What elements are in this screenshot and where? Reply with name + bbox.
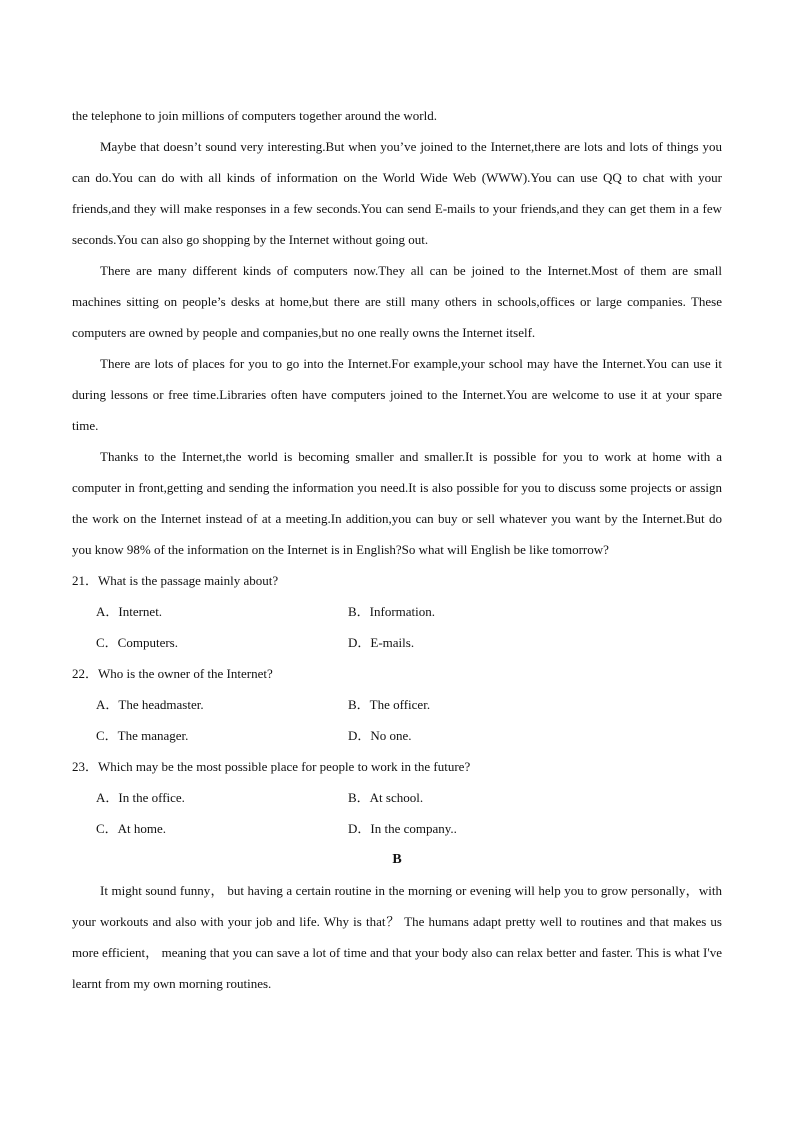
- question-21: [72, 565, 722, 658]
- question-22: [72, 658, 722, 751]
- option-a[interactable]: A．Internet.: [96, 604, 163, 619]
- section-title: B: [392, 852, 402, 867]
- option-b[interactable]: B．Information.: [348, 604, 436, 619]
- option-a[interactable]: A．In the office.: [96, 790, 185, 805]
- answer-options: [72, 782, 722, 844]
- question-23: [72, 751, 722, 844]
- question-stem: [72, 565, 722, 596]
- option-d[interactable]: D．E-mails.: [348, 635, 415, 650]
- passage-paragraph: It might sound funny， but having a certain routine in the morning or evening will help you to grow personally，with your workouts and also with your job and life. Why is that？ The humans adapt pretty well to routines and that makes us more efficient， meaning that you can save a lot of time and that your body also can relax better and faster. This is what I've learnt from my own morning routines.: [72, 883, 722, 991]
- section-b: [72, 844, 722, 999]
- question-text: What is the passage mainly about?: [98, 573, 279, 588]
- option-a[interactable]: A．The headmaster.: [96, 697, 204, 712]
- passage-paragraph: the telephone to join millions of computers together around the world.: [72, 108, 438, 123]
- question-text: Who is the owner of the Internet?: [98, 666, 273, 681]
- question-text: Which may be the most possible place for people to work in the future?: [98, 759, 471, 774]
- passage-paragraph: There are lots of places for you to go into the Internet.For example,your school may have the Internet.You can use it during lessons or free time.Libraries often have computers joined to the Internet.You are welcome to use it at your spare time.: [72, 356, 722, 433]
- question-stem: [72, 658, 722, 689]
- question-number: 22．: [72, 666, 99, 681]
- option-c[interactable]: C．At home.: [96, 821, 167, 836]
- option-d[interactable]: D．In the company..: [348, 821, 457, 836]
- answer-options: [72, 596, 722, 658]
- passage-a: [72, 100, 722, 565]
- option-b[interactable]: B．At school.: [348, 790, 424, 805]
- option-c[interactable]: C．The manager.: [96, 728, 189, 743]
- document-page: [72, 100, 722, 999]
- option-b[interactable]: B．The officer.: [348, 697, 431, 712]
- option-d[interactable]: D．No one.: [348, 728, 412, 743]
- option-c[interactable]: C．Computers.: [96, 635, 178, 650]
- question-number: 21．: [72, 573, 99, 588]
- passage-paragraph: Maybe that doesn’t sound very interesting.But when you’ve joined to the Internet,there are lots and lots of things you can do.You can do with all kinds of information on the World Wide Web (WWW).You can use QQ to chat with your friends,and they will make responses in a few seconds.You can send E-mails to your friends,and they can get them in a few seconds.You can also go shopping by the Internet without going out.: [72, 139, 722, 247]
- passage-paragraph: Thanks to the Internet,the world is becoming smaller and smaller.It is possible for you to work at home with a computer in front,getting and sending the information you need.It is also possible for you to discuss some projects or assign the work on the Internet instead of at a meeting.In addition,you can buy or sell whatever you want by the Internet.But do you know 98% of the information on the Internet is in English?So what will English be like tomorrow?: [72, 449, 722, 557]
- answer-options: [72, 689, 722, 751]
- question-number: 23．: [72, 759, 99, 774]
- passage-paragraph: There are many different kinds of computers now.They all can be joined to the Internet.Most of them are small machines sitting on people’s desks at home,but there are still many others in schools,offices or large companies. These computers are owned by people and companies,but no one really owns the Internet itself.: [72, 263, 722, 340]
- question-stem: [72, 751, 722, 782]
